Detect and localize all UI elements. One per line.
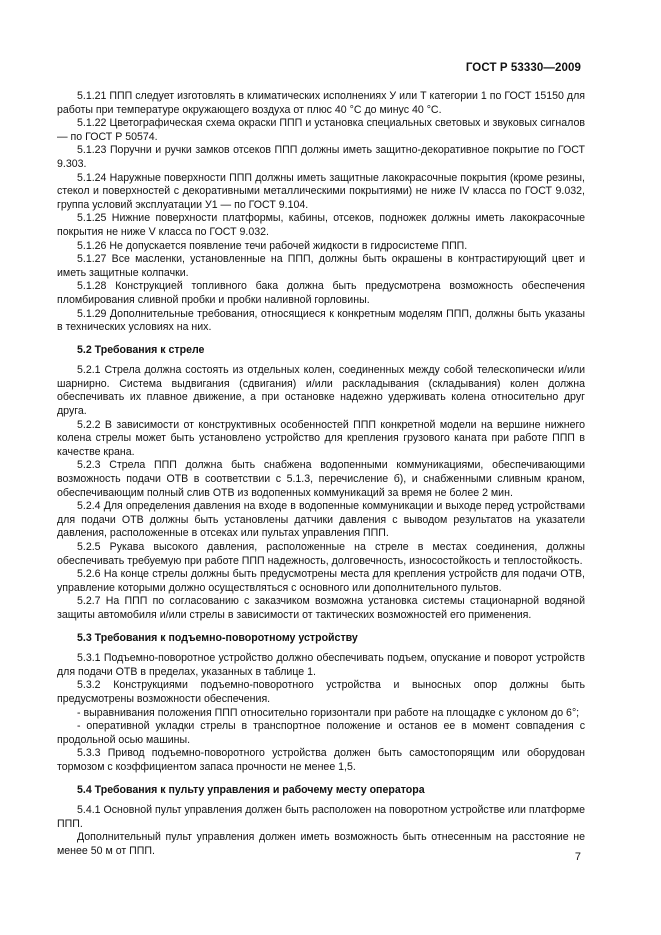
paragraph: 5.2.4 Для определения давления на входе в водопенные коммуникации и выходе перед устройствами для подачи ОТВ должны быть установлены датчики давления с выводом результатов на указатели давления, расположенные в отсеках или пультах управления ППП. — [57, 500, 585, 540]
paragraph: 5.2.3 Стрела ППП должна быть снабжена водопенными коммуникациями, обеспечивающими возможность подачи ОТВ в соответствии с 5.1.3, перечисление б), и снабженными сливным краном, обеспечивающим полный слив ОТВ из водопенных коммуникаций за время не более 2 мин. — [57, 459, 585, 499]
paragraph: 5.1.27 Все масленки, установленные на ППП, должны быть окрашены в контрастирующий цвет и иметь защитные колпачки. — [57, 253, 585, 279]
section-heading: 5.3 Требования к подъемно-поворотному устройству — [77, 631, 358, 644]
paragraph: 5.2.5 Рукава высокого давления, расположенные на стреле в местах соединения, должны обеспечивать требуемую при работе ППП надежность, долговечность, износостойкость и теплостойкость. — [57, 541, 585, 567]
paragraph: 5.1.21 ППП следует изготовлять в климатических исполнениях У или Т категории 1 по ГОСТ 15150 для работы при температуре окружающего воздуха от плюс 40 °С до минус 40 °С. — [57, 90, 585, 116]
paragraph: - оперативной укладки стрелы в транспортное положение и останов ее в момент совпадения с продольной осью машины. — [57, 720, 585, 746]
section-heading: 5.4 Требования к пульту управления и рабочему месту оператора — [77, 783, 425, 796]
document-code-header: ГОСТ Р 53330—2009 — [465, 62, 581, 74]
paragraph: 5.2.6 На конце стрелы должны быть предусмотрены места для крепления устройств для подачи ОТВ, управление которыми должно осуществляться с основного или дополнительного пультов. — [57, 568, 585, 594]
section-heading: 5.2 Требования к стреле — [77, 343, 205, 356]
paragraph: 5.2.7 На ППП по согласованию с заказчиком возможна установка системы стационарной водяной защиты автомобиля и/или стрелы в зависимости от тактических возможностей его применения. — [57, 595, 585, 621]
paragraph: 5.3.2 Конструкциями подъемно-поворотного устройства и выносных опор должны быть предусмотрены возможности обеспечения. — [57, 679, 585, 705]
paragraph: 5.1.28 Конструкцией топливного бака должна быть предусмотрена возможность обеспечения пломбирования сливной пробки и пробки наливной горловины. — [57, 280, 585, 306]
paragraph: 5.2.2 В зависимости от конструктивных особенностей ППП конкретной модели на вершине нижнего колена стрелы может быть установлено устройство для крепления грузового каната при работе ППП в качестве крана. — [57, 418, 585, 458]
paragraph: 5.2.1 Стрела должна состоять из отдельных колен, соединенных между собой телескопически и/или шарнирно. Система выдвигания (сдвигания) и/или раскладывания (складывания) колен должна обеспечивать их плавное движение, а при остановке надежно удерживать колена относительно друг друга. — [57, 364, 585, 418]
paragraph: Дополнительный пульт управления должен иметь возможность быть отнесенным на расстояние не менее 50 м от ППП. — [57, 831, 585, 857]
document-body — [57, 90, 585, 858]
paragraph: 5.4.1 Основной пульт управления должен быть расположен на поворотном устройстве или платформе ППП. — [57, 804, 585, 830]
paragraph: 5.3.3 Привод подъемно-поворотного устройства должен быть самостопорящим или оборудован тормозом с коэффициентом запаса прочности не менее 1,5. — [57, 747, 585, 773]
paragraph: 5.1.25 Нижние поверхности платформы, кабины, отсеков, подножек должны иметь лакокрасочные покрытия не ниже V класса по ГОСТ 9.032. — [57, 212, 585, 238]
paragraph: - выравнивания положения ППП относительно горизонтали при работе на площадке с уклоном до 6°; — [77, 706, 580, 719]
paragraph: 5.1.26 Не допускается появление течи рабочей жидкости в гидросистеме ППП. — [77, 239, 468, 252]
paragraph: 5.1.23 Поручни и ручки замков отсеков ППП должны иметь защитно-декоративное покрытие по ГОСТ 9.303. — [57, 144, 585, 170]
page-number: 7 — [574, 851, 581, 863]
paragraph: 5.1.22 Цветографическая схема окраски ППП и установка специальных световых и звуковых сигналов — по ГОСТ Р 50574. — [57, 117, 585, 143]
paragraph: 5.3.1 Подъемно-поворотное устройство должно обеспечивать подъем, опускание и поворот устройств для подачи ОТВ в пределах, указанных в таблице 1. — [57, 652, 585, 678]
paragraph: 5.1.24 Наружные поверхности ППП должны иметь защитные лакокрасочные покрытия (кроме резины, стекол и поверхностей с декоративными металлическими покрытиями) не ниже IV класса по ГОСТ 9.032, группа условий эксплуатации У1 — по ГОСТ 9.104. — [57, 171, 585, 211]
paragraph: 5.1.29 Дополнительные требования, относящиеся к конкретным моделям ППП, должны быть указаны в технических условиях на них. — [57, 307, 585, 334]
